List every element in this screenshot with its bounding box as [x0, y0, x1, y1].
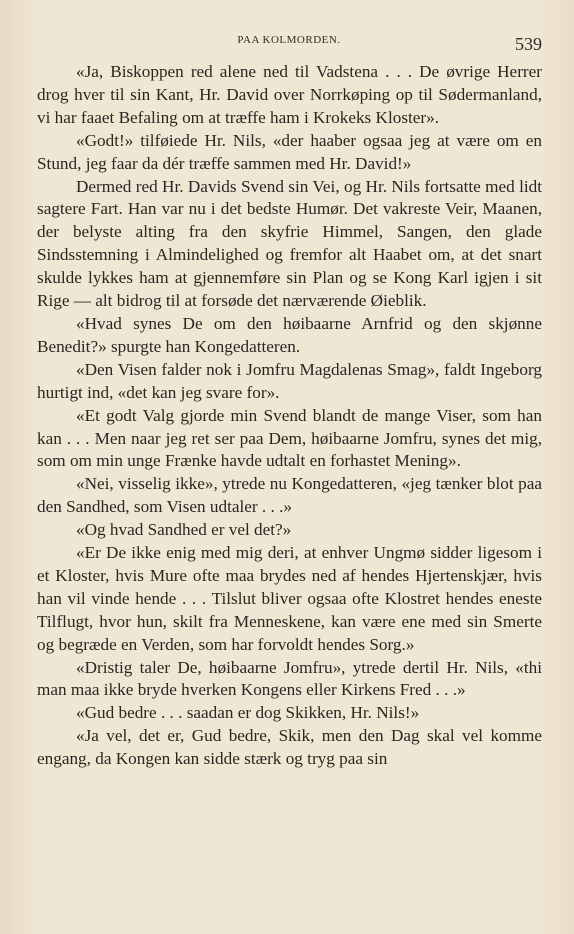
paragraph: «Hvad synes De om den høibaarne Arnfrid og den skjønne Benedit?» spurgte han Kongedatteren.: [37, 313, 542, 356]
paragraph: «Og hvad Sandhed er vel det?»: [76, 520, 292, 540]
paragraph: «Gud bedre . . . saadan er dog Skikken, Hr. Nils!»: [76, 703, 420, 723]
paragraph: «Et godt Valg gjorde min Svend blandt de mange Viser, som han kan . . . Men naar jeg ret ser paa Dem, høibaarne Jomfru, synes det mig, som om min unge Frænke havde udtalt en forhastet Mening».: [37, 405, 542, 471]
paragraph: «Er De ikke enig med mig deri, at enhver Ungmø sidder ligesom i et Kloster, hvis Mure ofte maa brydes ned af hendes Hjertenskjær, hvis han vil vinde hende . . . Tilslut bliver ogsaa ofte Klostret hendes eneste Tilflugt, hvor hun, skilt fra Menneskene, kan være ene med sin Smerte og begræde en Verden, som har forvoldt hendes Sorg.»: [37, 543, 542, 654]
paragraph: «Dristig taler De, høibaarne Jomfru», ytrede dertil Hr. Nils, «thi man maa ikke bryde hverken Kongens eller Kirkens Fred . . .»: [37, 657, 542, 700]
paragraph: «Ja, Biskoppen red alene ned til Vadstena . . . De øvrige Herrer drog hver til sin Kant, Hr. David over Norrkøping op til Sødermanland, vi har faaet Befaling om at træffe ham i Krokeks Kloster».: [37, 62, 542, 127]
paragraph: «Ja vel, det er, Gud bedre, Skik, men den Dag skal vel komme engang, da Kongen kan sidde stærk og tryg paa sin: [37, 726, 542, 769]
body-text: [37, 61, 542, 771]
paragraph: Dermed red Hr. Davids Svend sin Vei, og Hr. Nils fortsatte med lidt sagtere Fart. Han var nu i det bedste Humør. Det vakreste Veir, Maanen, der belyste alting fra den skyfrie Himmel, Sangen, den glade Sindsstemning i Almindelighed og fremfor alt Haabet om, at det snart skulde lykkes ham at gjennemføre sin Plan og se Kong Karl igjen i sit Rige — alt bidrog til at forsøde det nærværende Øieblik.: [37, 176, 542, 311]
paragraph: «Nei, visselig ikke», ytrede nu Kongedatteren, «jeg tænker blot paa den Sandhed, som Visen udtaler . . .»: [37, 474, 542, 517]
running-head: PAA KOLMORDEN.: [237, 34, 341, 46]
paragraph: «Den Visen falder nok i Jomfru Magdalenas Smag», faldt Ingeborg hurtigt ind, «det kan jeg svare for».: [37, 359, 542, 402]
page-number: 539: [515, 34, 542, 54]
paragraph: «Godt!» tilføiede Hr. Nils, «der haaber ogsaa jeg at være om en Stund, jeg faar da dér træffe sammen med Hr. David!»: [37, 130, 542, 173]
page-header: [36, 34, 542, 54]
